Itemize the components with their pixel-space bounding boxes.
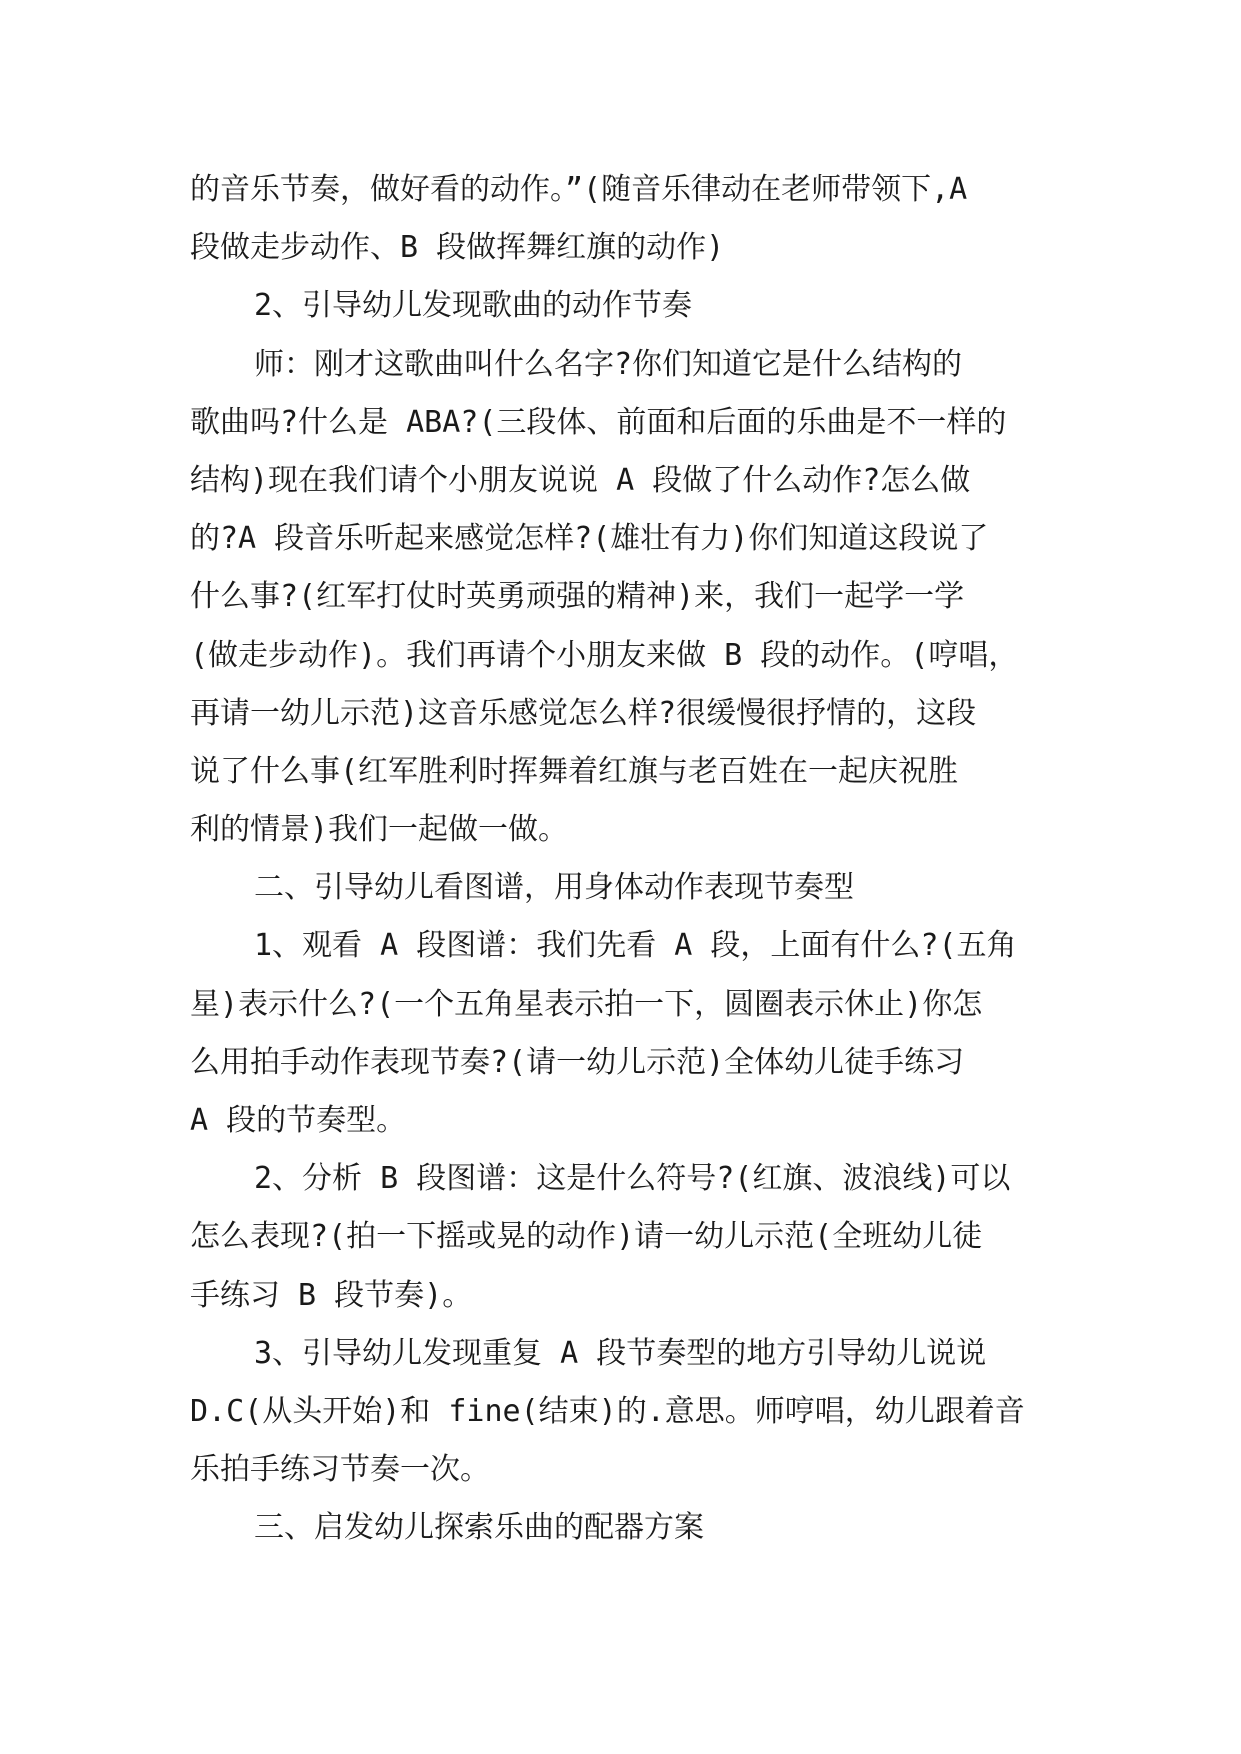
text-line: 师：刚才这歌曲叫什么名字?你们知道它是什么结构的 — [254, 346, 963, 382]
text-line: 三、启发幼儿探索乐曲的配器方案 — [254, 1510, 704, 1546]
text-line: D.C(从头开始)和 fine(结束)的.意思。师哼唱，幼儿跟着音 — [190, 1393, 1025, 1429]
text-line: 结构)现在我们请个小朋友说说 A 段做了什么动作?怎么做 — [190, 462, 971, 498]
paragraph — [190, 277, 1050, 335]
text-line: 歌曲吗?什么是 ABA?(三段体、前面和后面的乐曲是不一样的 — [190, 404, 1007, 440]
paragraph — [190, 1325, 1050, 1500]
text-line: 二、引导幼儿看图谱，用身体动作表现节奏型 — [254, 870, 854, 906]
text-line: 星)表示什么?(一个五角星表示拍一下，圆圈表示休止)你怎 — [190, 986, 983, 1022]
text-line: 段做走步动作、B 段做挥舞红旗的动作) — [190, 230, 725, 266]
paragraph — [190, 161, 1050, 277]
text-line: 2、分析 B 段图谱：这是什么符号?(红旗、波浪线)可以 — [254, 1161, 1011, 1197]
text-line: 的音乐节奏，做好看的动作。”(随音乐律动在老师带领下,A — [190, 172, 968, 207]
text-line: A 段的节奏型。 — [190, 1103, 407, 1138]
text-line: 说了什么事(红军胜利时挥舞着红旗与老百姓在一起庆祝胜 — [190, 753, 959, 789]
paragraph — [190, 1499, 1050, 1557]
text-line: 什么事?(红军打仗时英勇顽强的精神)来，我们一起学一学 — [190, 579, 965, 615]
text-line: 手练习 B 段节奏)。 — [190, 1277, 473, 1313]
paragraph — [190, 859, 1050, 917]
text-line: 怎么表现?(拍一下摇或晃的动作)请一幼儿示范(全班幼儿徒 — [190, 1219, 983, 1255]
text-line: 利的情景)我们一起做一做。 — [190, 812, 569, 848]
text-line: 的?A 段音乐听起来感觉怎样?(雄壮有力)你们知道这段说了 — [190, 521, 989, 557]
document-body — [190, 161, 1050, 1558]
paragraph — [190, 1150, 1050, 1325]
paragraph — [190, 917, 1050, 1150]
paragraph — [190, 336, 1050, 860]
text-line: 1、观看 A 段图谱：我们先看 A 段，上面有什么?(五角 — [254, 928, 1017, 964]
text-line: 2、引导幼儿发现歌曲的动作节奏 — [254, 288, 693, 324]
text-line: 么用拍手动作表现节奏?(请一幼儿示范)全体幼儿徒手练习 — [190, 1044, 965, 1080]
text-line: 3、引导幼儿发现重复 A 段节奏型的地方引导幼儿说说 — [254, 1335, 987, 1371]
text-line: 再请一幼儿示范)这音乐感觉怎么样?很缓慢很抒情的，这段 — [190, 695, 977, 731]
text-line: 乐拍手练习节奏一次。 — [190, 1452, 490, 1488]
text-line: (做走步动作)。我们再请个小朋友来做 B 段的动作。(哼唱， — [190, 637, 1019, 673]
